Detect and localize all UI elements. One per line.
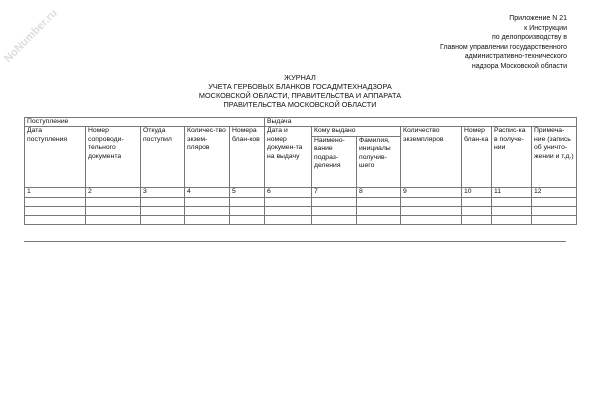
header-cell: Количество экземпляров bbox=[401, 127, 462, 188]
header-cell: Номера блан-ков bbox=[230, 127, 265, 188]
header-cell: Номер блан-ка bbox=[462, 127, 492, 188]
header-cell: Количес-тво экзем-пляров bbox=[185, 127, 230, 188]
title-line: ЖУРНАЛ bbox=[284, 73, 316, 82]
table-row bbox=[25, 206, 577, 215]
appendix-line: надзора Московской области bbox=[471, 62, 567, 70]
appendix-note bbox=[440, 14, 567, 71]
column-number: 10 bbox=[462, 188, 492, 197]
document-title bbox=[0, 73, 600, 109]
column-number: 7 bbox=[312, 188, 357, 197]
appendix-line: Приложение N 21 bbox=[509, 15, 567, 22]
column-number: 4 bbox=[185, 188, 230, 197]
appendix-line: административно-технического bbox=[464, 53, 567, 60]
header-cell: Наимено-вание подраз-деления bbox=[312, 136, 357, 188]
header-cell: Примеча-ние (запись об уничто-жении и т.д.) bbox=[532, 127, 577, 188]
column-number: 3 bbox=[141, 188, 185, 197]
column-number: 12 bbox=[532, 188, 577, 197]
header-cell: Распис-ка в получе-нии bbox=[492, 127, 532, 188]
header-cell: Фамилия, инициалы получив-шего bbox=[357, 136, 401, 188]
appendix-line: по делопроизводству в bbox=[491, 34, 567, 41]
column-number: 9 bbox=[401, 188, 462, 197]
header-komu: Кому выдано bbox=[312, 127, 401, 136]
header-cell: Номер сопроводи-тельного документа bbox=[86, 127, 141, 188]
title-line: УЧЕТА ГЕРБОВЫХ БЛАНКОВ ГОСАДМТЕХНАДЗОРА bbox=[208, 82, 392, 91]
header-cell: Откуда поступил bbox=[141, 127, 185, 188]
watermark: NoNumber.ru bbox=[1, 7, 60, 65]
column-number: 5 bbox=[230, 188, 265, 197]
column-number: 2 bbox=[86, 188, 141, 197]
title-line: ПРАВИТЕЛЬСТВА МОСКОВСКОЙ ОБЛАСТИ bbox=[223, 100, 377, 109]
table-row bbox=[25, 215, 577, 224]
appendix-line: Главном управлении государственного bbox=[440, 43, 567, 51]
header-cell: Дата поступления bbox=[25, 127, 86, 188]
appendix-line: к Инструкции bbox=[524, 24, 567, 32]
journal-table bbox=[24, 117, 577, 225]
column-number: 8 bbox=[357, 188, 401, 197]
header-cell: Дата и номер докумен-та на выдачу bbox=[265, 127, 312, 188]
column-number: 6 bbox=[265, 188, 312, 197]
column-number: 1 bbox=[25, 188, 86, 197]
table-row bbox=[25, 197, 577, 206]
column-number: 11 bbox=[492, 188, 532, 197]
section-incoming: Поступление bbox=[25, 118, 265, 127]
title-line: МОСКОВСКОЙ ОБЛАСТИ, ПРАВИТЕЛЬСТВА И АППАРАТА bbox=[198, 91, 402, 100]
divider bbox=[24, 241, 566, 242]
section-outgoing: Выдача bbox=[265, 118, 577, 127]
